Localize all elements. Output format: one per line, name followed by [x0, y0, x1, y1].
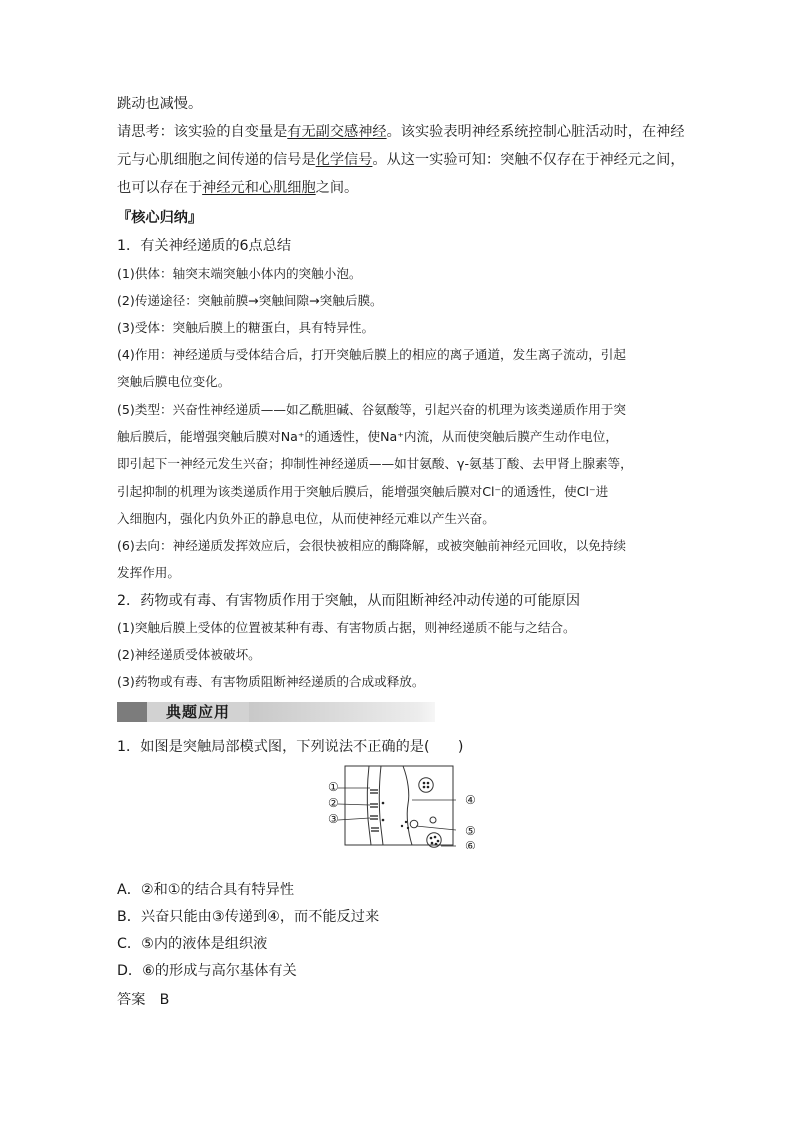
list-item: 发挥作用。 — [117, 565, 180, 580]
list-item: (4)作用：神经递质与受体结合后，打开突触后膜上的相应的离子通道，发生离子流动，引起 — [117, 347, 626, 362]
list-item: 即引起下一神经元发生兴奋；抑制性神经递质——如甘氨酸、γ-氨基丁酸、去甲肾上腺素等， — [117, 456, 633, 471]
answer-value: B — [159, 992, 170, 1008]
list-item: (5)类型：兴奋性神经递质——如乙酰胆碱、谷氨酸等，引起兴奋的机理为该类递质作用于突 — [117, 402, 626, 417]
list-item: (1)突触后膜上受体的位置被某种有毒、有害物质占据，则神经递质不能与之结合。 — [117, 620, 576, 635]
leader-line — [338, 818, 370, 820]
banner-title: 典题应用 — [147, 702, 249, 722]
answer-line — [117, 990, 169, 1010]
synapse-figure — [320, 764, 480, 849]
list-item: (2)传递途径：突触前膜→突触间隙→突触后膜。 — [117, 293, 383, 308]
list-item: (6)去向：神经递质发挥效应后，会很快被相应的酶降解，或被突触前神经元回收，以免持续 — [117, 538, 626, 553]
list-item: 入细胞内，强化内负外正的静息电位，从而使神经元难以产生兴奋。 — [117, 511, 495, 526]
section-title: 2．药物或有毒、有害物质作用于突触，从而阻断神经冲动传递的可能原因 — [117, 593, 581, 609]
leader-line — [338, 804, 370, 805]
list-item: 引起抑制的机理为该类递质作用于突触后膜后，能增强突触后膜对Cl⁻的通透性，使Cl⁻进 — [117, 484, 609, 499]
figure-label: ④ — [465, 793, 476, 807]
figure-label: ② — [328, 796, 339, 810]
option-a: A．②和①的结合具有特异性 — [117, 882, 295, 898]
figure-label: ① — [328, 780, 339, 794]
figure-label: ⑥ — [465, 839, 476, 849]
option-b: B．兴奋只能由③传递到④，而不能反过来 — [117, 909, 380, 925]
figure-label: ③ — [328, 812, 339, 826]
figure-label: ⑤ — [465, 824, 476, 838]
option-d: D．⑥的形成与高尔基体有关 — [117, 963, 297, 979]
option-c: C．⑤内的液体是组织液 — [117, 936, 268, 952]
list-item: (1)供体：轴突末端突触小体内的突触小泡。 — [117, 266, 362, 281]
section-heading: 『核心归纳』 — [117, 210, 203, 226]
list-item: (3)受体：突触后膜上的糖蛋白，具有特异性。 — [117, 320, 375, 335]
list-item: 突触后膜电位变化。 — [117, 374, 231, 389]
leader-line — [416, 826, 456, 830]
question-stem: 1．如图是突触局部模式图，下列说法不正确的是( ) — [117, 739, 464, 755]
list-item: (3)药物或有毒、有害物质阻断神经递质的合成或释放。 — [117, 674, 425, 689]
section-banner — [117, 702, 435, 722]
text-line: 跳动也减慢。 — [117, 96, 203, 112]
text-line: 也可以存在于神经元和心肌细胞之间。 — [117, 180, 359, 196]
text-line: 元与心肌细胞之间传递的信号是化学信号。从这一实验可知：突触不仅存在于神经元之间， — [117, 152, 685, 168]
answer-label: 答案 — [117, 992, 146, 1008]
text-line: 请思考：该实验的自变量是有无副交感神经。该实验表明神经系统控制心脏活动时，在神经 — [117, 124, 685, 140]
list-item: (2)神经递质受体被破坏。 — [117, 647, 261, 662]
section-title: 1．有关神经递质的6点总结 — [117, 238, 292, 254]
list-item: 触后膜后，能增强突触后膜对Na⁺的通透性，使Na⁺内流，从而使突触后膜产生动作电位， — [117, 429, 618, 444]
